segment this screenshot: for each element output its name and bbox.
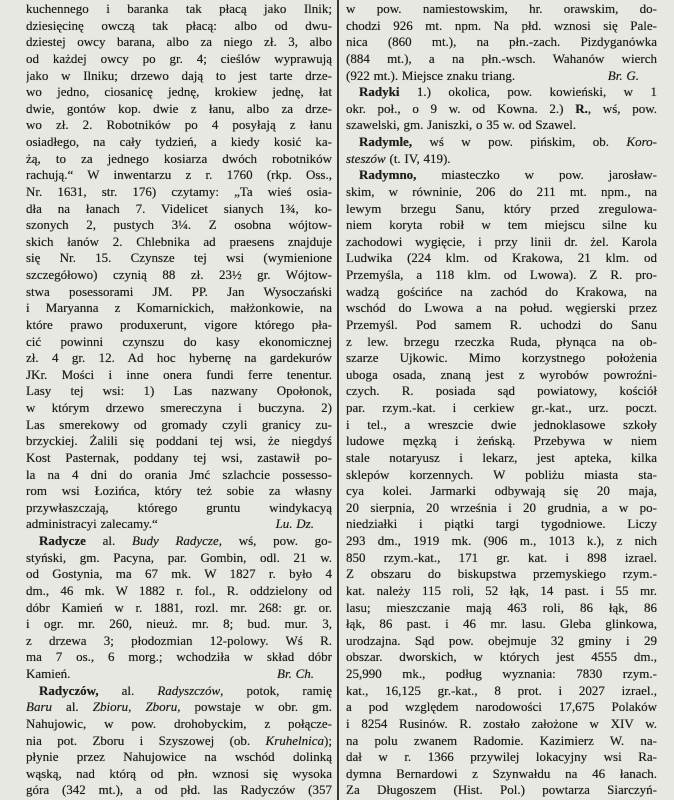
text-line: zł. 4 gr. 12. Ad hoc hybernę na gardekurów bbox=[26, 350, 332, 366]
text-line: wo zł. 2. Robotników po 4 posyłają z łanu bbox=[26, 117, 332, 133]
body-text: wś w pow. pińskim, ob. bbox=[412, 134, 627, 149]
body-text: szawelski, gm. Janiszki, o 35 w. od Szawel. bbox=[346, 117, 577, 133]
italic-text: Budy Radycze bbox=[132, 533, 219, 548]
text-line bbox=[346, 117, 657, 134]
text-line bbox=[346, 167, 657, 184]
text-line: par. rzym.-kat. i cerkiew gr.-kat., urz. poczt. bbox=[346, 400, 657, 415]
text-line: 25,990 mk., podług wyznania: 7830 rzym.- bbox=[346, 666, 657, 681]
text-line: łąk, 86 past. i 46 mr. lasu. Gleba glinkowa, bbox=[346, 616, 657, 632]
text-line: la na 4 dni do orania Jmć szlachcie possesso- bbox=[26, 466, 332, 482]
text-line bbox=[26, 516, 332, 533]
text-line bbox=[346, 101, 657, 118]
text-line: JKr. Mości i inne onera fundi ferre tenentur. bbox=[26, 366, 332, 382]
entry-headword: R. bbox=[575, 100, 588, 116]
text-line: kat., 16,125 gr.-kat., 8 prot. i 2027 izrael., bbox=[346, 682, 657, 698]
text-line: i 8254 Rusinów. R. zostało założone w XIV w. bbox=[346, 715, 657, 731]
text-line: od każdej owcy po gr. 4; cieślów wyprawują bbox=[26, 50, 332, 66]
left-column bbox=[26, 1, 332, 799]
text-line: niem koryta robił w tem miejscu silne ku bbox=[346, 217, 657, 233]
text-line: i tel., a wreszcie dwie jednoklasowe szkoły bbox=[346, 416, 657, 432]
text-line: cić powinni czynszu do kasy ekonomicznej bbox=[26, 333, 332, 349]
text-line: dła na łanach 7. Videlicet sianych 1¾, ko- bbox=[26, 200, 332, 216]
text-line: urodzajna. Sąd pow. obejmuje 32 gminy i 29 bbox=[346, 632, 657, 648]
body-text: 1.) okolica, pow. kowieński, w 1 bbox=[399, 84, 657, 100]
text-line: z drzewa 3; płodozmian 12-polowy. Wś R. bbox=[26, 632, 332, 648]
text-line: Las smerekowy od gromady czyli granicy zu- bbox=[26, 416, 332, 432]
body-text: Kamień. bbox=[26, 666, 71, 681]
text-line bbox=[346, 151, 657, 168]
text-line: obszar. dworskich, w których jest 4555 dm., bbox=[346, 649, 657, 665]
text-line: 20 sierpnia, 20 września i 20 grudnia, a w po- bbox=[346, 499, 657, 515]
text-line: wschód do Lwowa a na połud. węgierski przez bbox=[346, 300, 657, 316]
text-line: uboga osada, znaną jest z wyrobów powroźni- bbox=[346, 366, 657, 382]
body-text: , potok, ramię bbox=[220, 682, 332, 698]
text-line: styński, gm. Pacyna, par. Gombin, odl. 21 w. bbox=[26, 549, 332, 565]
text-line: czych. R. posiada sąd powiatowy, kościół bbox=[346, 383, 657, 399]
text-line: Za Długoszem (Hist. Pol.) powtarza Siarczyń- bbox=[346, 782, 657, 798]
text-line: zachodowi wygięcie, i przy linii dr. żel. Karola bbox=[346, 233, 657, 249]
text-line: w pow. namiestowskim, hr. orawskim, do- bbox=[346, 1, 657, 16]
text-line: Lasy tej wsi: 1) Las nazwany Opołonok, bbox=[26, 383, 332, 399]
entry-headword: Radyczów, bbox=[39, 682, 99, 698]
body-text: al. bbox=[85, 533, 133, 548]
text-line: od Gostynia, ma 67 mk. W 1827 r. było 4 bbox=[26, 566, 332, 582]
text-line bbox=[346, 68, 657, 85]
text-line: góra (342 mt.), a od płd. las Radyczów (357 bbox=[26, 782, 332, 798]
body-text: nia pot. Zboru i Szyszowej (ob. bbox=[26, 732, 266, 748]
text-line: na polu zwanem Radomie. Kazimierz W. na- bbox=[346, 732, 657, 748]
text-line: rom wsi Łozińca, który też sobie za własny bbox=[26, 483, 332, 499]
body-text: okr. poł., o 9 w. od Kowna. 2.) bbox=[346, 100, 576, 116]
author-signature: Br. Ch. bbox=[277, 666, 314, 681]
body-text: (922 mt.). Miejsce znaku triang. bbox=[346, 67, 516, 83]
text-line: nica (860 mt.), na płn.-zach. Pizdyganówka bbox=[346, 34, 657, 50]
body-text: , bbox=[128, 699, 146, 715]
text-line: sklepów korzennych. W pobliżu miasta sta- bbox=[346, 466, 657, 482]
column-divider bbox=[337, 0, 339, 800]
text-line: i ogr. mr. 260, nieuż. mr. 8; bud. mur. 3, bbox=[26, 616, 332, 632]
text-line: 850 rzym.-kat., 171 gr. kat. i 898 izrael. bbox=[346, 549, 657, 565]
text-line: Nr. 1631, str. 176) czytamy: „Ta wieś osia- bbox=[26, 183, 332, 199]
text-line: z lew. brzegu rzeczka Ruda, płynąca na ob- bbox=[346, 333, 657, 349]
line-text bbox=[26, 666, 70, 683]
text-line: ma 7 os., 6 morg.; wchodziła w skład dóbr bbox=[26, 649, 332, 665]
text-line: cya kolei. Jarmarki odbywają się 20 maja, bbox=[346, 483, 657, 499]
body-text: , wś, pow. bbox=[587, 100, 657, 116]
text-line: brzyckiej. Żalili się poddani tej wsi, że niegdyś bbox=[26, 433, 332, 449]
text-line: niedziałki i piątki targi tygodniowe. Liczy bbox=[346, 516, 657, 532]
text-line bbox=[26, 699, 332, 716]
text-line: dymna Bernardowi z Szynwałdu na 46 łanach. bbox=[346, 765, 657, 781]
italic-text: Zbioru bbox=[92, 699, 129, 715]
text-line: dał w r. 1366 przywilej lokacyjny wsi Ra- bbox=[346, 749, 657, 765]
entry-headword: Radyki bbox=[359, 84, 400, 100]
text-line: stale notaryusz i lekarz, jest apteka, kilka bbox=[346, 449, 657, 465]
entry-headword: Radymno, bbox=[359, 167, 417, 183]
text-line: rachują.“ W inwentarzu z r. 1760 (rkp. Oss., bbox=[26, 167, 332, 183]
text-line: dóbr Kamień w r. 1881, rozl. mr. 268: gr. or. bbox=[26, 599, 332, 615]
text-line: skich łanów 2. Chlebnika ad praesens znajduje bbox=[26, 233, 332, 249]
text-line: Przemyśl. Pod samem R. uchodzi do Sanu bbox=[346, 316, 657, 332]
text-line: ludowe męzką i żeńską. Przebywa w niem bbox=[346, 433, 657, 449]
text-line: stwa posessorami JM. PP. Jan Wysoczański bbox=[26, 283, 332, 299]
text-line bbox=[346, 84, 657, 101]
text-line bbox=[26, 533, 332, 550]
text-line: Przemyśla, a 118 klm. od Lwowa). Z R. pro- bbox=[346, 267, 657, 282]
text-line: Ludwika (224 klm. od Krakowa, 21 klm. od bbox=[346, 250, 657, 266]
entry-headword: Radymle, bbox=[359, 134, 413, 149]
italic-text: steszów bbox=[346, 150, 386, 166]
text-line bbox=[346, 134, 657, 151]
italic-text: Baru bbox=[26, 699, 52, 715]
line-text bbox=[26, 516, 158, 533]
text-line: kat. należy 115 roli, 52 łąk, 14 past. i 55 mr. bbox=[346, 582, 657, 598]
text-line bbox=[26, 733, 332, 750]
entry-headword: Radycze bbox=[39, 533, 86, 548]
text-line bbox=[26, 683, 332, 700]
text-line: dziesięcinę owczą tak płacą: albo od dwu- bbox=[26, 17, 332, 33]
text-line: lasu; mieszczanie mają 463 roli, 86 łąk, 86 bbox=[346, 599, 657, 615]
body-text: miasteczko w pow. jarosław- bbox=[416, 167, 657, 183]
body-text: al. bbox=[52, 699, 93, 715]
body-text: ); bbox=[324, 732, 332, 748]
text-line: wo jedno, ciosanicę jednę, krokiew jednę, łat bbox=[26, 84, 332, 100]
text-line: jako w Ilniku; drzewo dają to jest tarte drze- bbox=[26, 67, 332, 83]
right-column bbox=[346, 1, 657, 799]
text-line: i Maryanna z Komarnickich, małżonkowie, na bbox=[26, 300, 332, 316]
text-line: skim, w równinie, 206 do 211 mt. npm., na bbox=[346, 183, 657, 199]
text-line: płynie przez Nahujowice na wschód dolinką bbox=[26, 749, 332, 765]
text-line: szczegółowo) czynią 88 zł. 23½ gr. Wójtow- bbox=[26, 267, 332, 282]
body-text: al. bbox=[98, 682, 158, 698]
text-line: dziestej owcy barana, albo za niego zł. 3, albo bbox=[26, 34, 332, 50]
italic-text: Radyszczów bbox=[157, 682, 221, 698]
text-line: żą, to za jednego kosiarza dwóch robotników bbox=[26, 150, 332, 166]
line-text bbox=[346, 68, 515, 85]
text-line: osiadłego, na cały tydzień, a kiedy kosić ka- bbox=[26, 134, 332, 149]
text-line: wąską, nad którą od płn. wznosi się wysoka bbox=[26, 765, 332, 781]
body-text: (t. IV, 419). bbox=[385, 150, 451, 166]
text-line: lewym brzegu Sanu, który przed zregulowa- bbox=[346, 200, 657, 216]
text-line: (884 mt.), a na płn.-wsch. Wahanów wierch bbox=[346, 50, 657, 66]
text-line: chodzi 926 mt. npm. Na płd. wznosi się Pale- bbox=[346, 17, 657, 33]
text-line: Z obszaru do biskupstwa przemyskiego rzym.- bbox=[346, 566, 657, 582]
text-line: dwie, gontów kop. dwie z łanu, albo za drze- bbox=[26, 100, 332, 116]
text-line: w którym drzewo smereczyna i buczyna. 2) bbox=[26, 400, 332, 415]
text-line: kuchennego i baranka tak płacą jako Ilnik; bbox=[26, 1, 332, 16]
italic-text: Kruhelnica bbox=[265, 732, 325, 748]
body-text: , powstaje w obr. gm. bbox=[177, 699, 332, 715]
text-line: dm., 46 mk. W 1882 r. fol., R. oddzielony od bbox=[26, 582, 332, 598]
text-line: przywłaszczają, którego gruntu windykacyą bbox=[26, 499, 332, 515]
text-line: Kost Pasternak, poddany tej wsi, zastawił po- bbox=[26, 449, 332, 465]
italic-text: Koro- bbox=[626, 134, 657, 149]
text-line: 293 dm., 1919 mk. (906 m., 1013 k.), z nich bbox=[346, 533, 657, 548]
text-line: które prawo produxerunt, vigore którego pła- bbox=[26, 316, 332, 332]
body-text: administracyi zalecamy.“ bbox=[26, 516, 158, 532]
italic-text: Zboru bbox=[145, 699, 178, 715]
text-line bbox=[26, 666, 332, 683]
text-line: wadzą gościńce na zachód do Krakowa, na bbox=[346, 283, 657, 299]
author-signature: Br. G. bbox=[607, 67, 639, 83]
text-line: a pod względem narodowości 17,675 Polaków bbox=[346, 699, 657, 715]
text-line: Nahujowic, w pow. drohobyckim, z połącze- bbox=[26, 715, 332, 731]
text-line: się Nr. 15. Czynsze tej wsi (wymienione bbox=[26, 250, 332, 266]
body-text: , wś, pow. go- bbox=[218, 533, 332, 548]
text-line: szarze Ujkowic. Mimo korzystnego położenia bbox=[346, 350, 657, 366]
text-line: szonych 2, pustych 3¼. Z osobna wójtow- bbox=[26, 217, 332, 233]
author-signature: Lu. Dz. bbox=[275, 516, 314, 532]
